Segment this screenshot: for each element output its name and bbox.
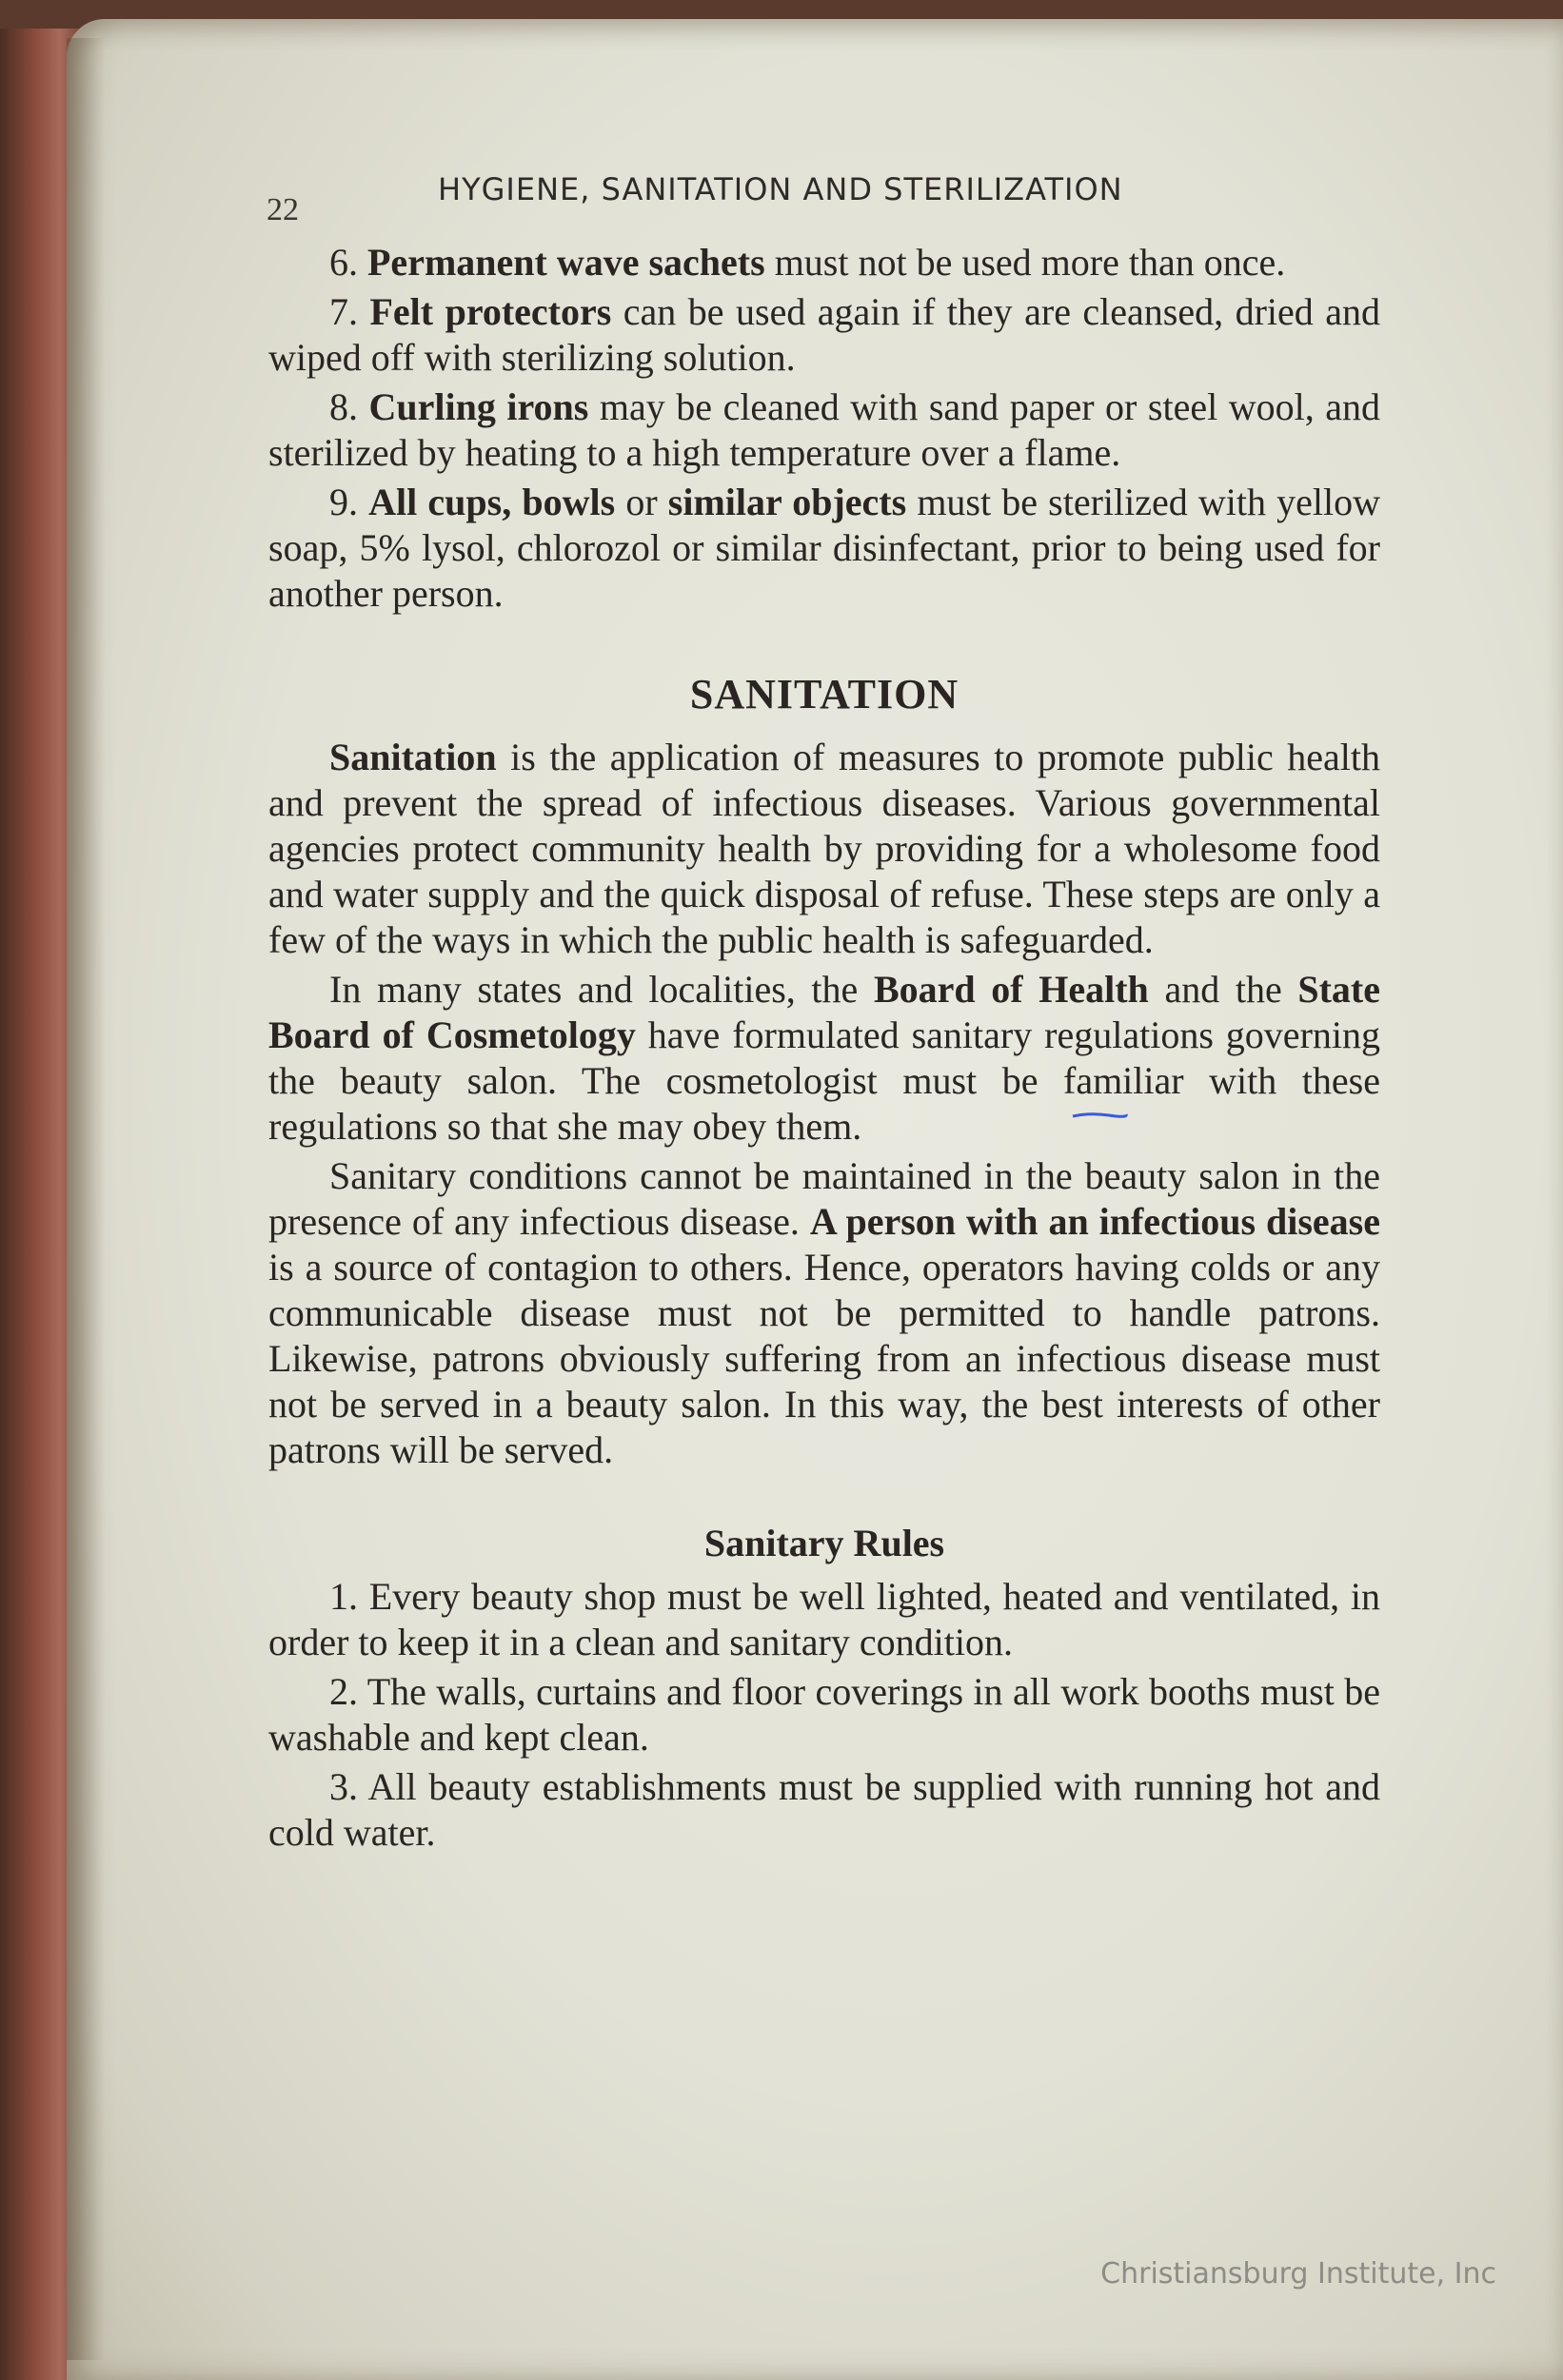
page-header bbox=[267, 171, 1390, 228]
item-text: can be used again if they are cleansed, dried and wiped off with sterilizing solution. bbox=[268, 290, 1381, 379]
paragraph-board-of-health bbox=[268, 967, 1380, 1150]
pen-underline-mark bbox=[1071, 1111, 1128, 1119]
item-text: may be cleaned with sand paper or steel wool, and sterilized by heating to a high temperature over a flame. bbox=[268, 385, 1380, 474]
term: Board of Health bbox=[873, 968, 1149, 1011]
paragraph-text: have formulated sanitary regulations governing the beauty salon. The cosmetologist must be familiar with these regulations so that she may obey them. bbox=[268, 1013, 1380, 1148]
paragraph-infectious-disease bbox=[268, 1153, 1380, 1473]
paragraph-text: In many states and localities, the bbox=[329, 968, 874, 1011]
item-number: 6. bbox=[329, 241, 367, 284]
term: A person with an infectious disease bbox=[809, 1200, 1380, 1243]
list-item bbox=[268, 289, 1380, 381]
list-item: 1. Every beauty shop must be well lighted, heated and ventilated, in order to keep it in a clean and sanitary condition. bbox=[268, 1575, 1380, 1663]
paragraph-text: and the bbox=[1148, 968, 1298, 1011]
item-text: must not be used more than once. bbox=[764, 241, 1286, 284]
item-term: All cups, bowls bbox=[368, 481, 616, 523]
page-gutter-shadow bbox=[67, 38, 105, 2360]
item-number: 7. bbox=[329, 290, 370, 333]
page-number: 22 bbox=[267, 192, 299, 227]
section-heading-sanitation: SANITATION bbox=[689, 671, 960, 718]
term: State Board of Cosmetology bbox=[268, 968, 1380, 1056]
item-term: Curling irons bbox=[368, 385, 589, 428]
list-item: 3. All beauty establishments must be supplied with running hot and cold water. bbox=[268, 1765, 1380, 1854]
item-term: similar objects bbox=[667, 481, 907, 523]
running-head: HYGIENE, SANITATION AND STERILIZATION bbox=[438, 171, 1123, 207]
item-term: Felt protectors bbox=[369, 290, 612, 333]
list-item bbox=[268, 384, 1380, 476]
term: Sanitation bbox=[329, 736, 497, 778]
watermark: Christiansburg Institute, Inc bbox=[1100, 2257, 1496, 2291]
list-item bbox=[268, 240, 1380, 285]
paragraph-sanitation-definition bbox=[268, 735, 1380, 963]
paragraph-text: is the application of measures to promote public health and prevent the spread of infectious diseases. Various governmental agencies protect community health by providing for a wholesome food and water supply and the quick disposal of refuse. These steps are only a few of the ways in which the public health is safeguarded. bbox=[268, 736, 1380, 961]
list-item bbox=[268, 480, 1380, 617]
paragraph-text: is a source of contagion to others. Hence, operators having colds or any communicable disease must not be permitted to handle patrons. Likewise, patrons obviously suffering from an infectious disease must not be served in a beauty salon. In this way, the best interests of other patrons will be served. bbox=[268, 1246, 1380, 1471]
subsection-heading-sanitary-rules: Sanitary Rules bbox=[703, 1522, 945, 1564]
page-body bbox=[268, 240, 1380, 1859]
paragraph-text: Sanitary conditions cannot be maintained in the beauty salon in the presence of any infectious disease. bbox=[268, 1154, 1380, 1243]
item-text: or bbox=[615, 481, 668, 523]
item-number: 8. bbox=[329, 385, 369, 428]
item-term: Permanent wave sachets bbox=[367, 241, 765, 284]
list-item: 2. The walls, curtains and floor coverings in all work booths must be washable and kept clean. bbox=[268, 1670, 1380, 1759]
item-number: 9. bbox=[329, 481, 369, 523]
item-text: must be sterilized with yellow soap, 5% lysol, chlorozol or similar disinfectant, prior to being used for another person. bbox=[268, 481, 1381, 615]
